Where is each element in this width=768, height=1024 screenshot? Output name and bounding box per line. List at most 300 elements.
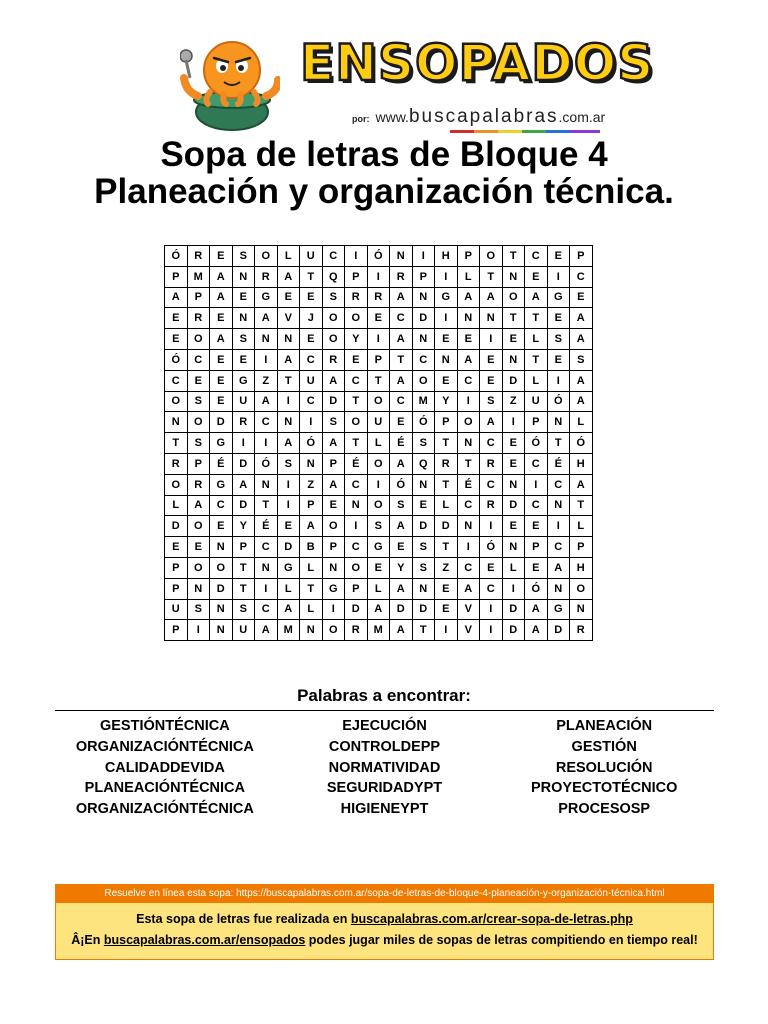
grid-cell: E: [412, 495, 435, 516]
grid-cell: É: [390, 433, 413, 454]
grid-cell: S: [390, 495, 413, 516]
grid-cell: T: [435, 537, 458, 558]
grid-cell: L: [570, 412, 593, 433]
grid-cell: N: [345, 495, 368, 516]
grid-cell: N: [390, 246, 413, 267]
grid-cell: E: [435, 370, 458, 391]
grid-row: [165, 370, 593, 391]
grid-cell: T: [502, 308, 525, 329]
grid-cell: G: [277, 557, 300, 578]
grid-cell: P: [165, 266, 188, 287]
grid-cell: R: [570, 620, 593, 641]
grid-row: [165, 433, 593, 454]
grid-cell: O: [412, 370, 435, 391]
grid-cell: P: [300, 495, 323, 516]
grid-cell: D: [412, 599, 435, 620]
grid-cell: O: [187, 557, 210, 578]
grid-cell: E: [322, 495, 345, 516]
site-suffix: .com.ar: [558, 109, 606, 125]
word-item: CONTROLDEPP: [328, 738, 441, 755]
word-item: GESTIÓNTÉCNICA: [99, 718, 230, 734]
grid-cell: N: [210, 537, 233, 558]
ensopados-link[interactable]: buscapalabras.com.ar/ensopados: [103, 933, 306, 947]
grid-cell: C: [480, 578, 503, 599]
grid-cell: D: [502, 370, 525, 391]
grid-cell: T: [165, 433, 188, 454]
word-column: [275, 716, 495, 820]
grid-cell: Ó: [255, 453, 278, 474]
grid-cell: U: [300, 370, 323, 391]
grid-cell: E: [187, 370, 210, 391]
grid-cell: N: [457, 433, 480, 454]
grid-cell: O: [322, 620, 345, 641]
grid-cell: É: [457, 474, 480, 495]
grid-cell: I: [255, 578, 278, 599]
grid-cell: M: [367, 620, 390, 641]
grid-cell: I: [367, 474, 390, 495]
grid-cell: I: [547, 266, 570, 287]
grid-cell: N: [255, 557, 278, 578]
grid-cell: A: [277, 349, 300, 370]
grid-cell: G: [232, 370, 255, 391]
grid-cell: S: [547, 329, 570, 350]
grid-cell: E: [210, 370, 233, 391]
grid-row: [165, 453, 593, 474]
grid-cell: A: [390, 287, 413, 308]
grid-cell: D: [210, 578, 233, 599]
grid-cell: A: [277, 433, 300, 454]
grid-cell: A: [570, 370, 593, 391]
brand-wordmark: ENSOPADOS: [300, 34, 655, 92]
grid-cell: P: [525, 537, 548, 558]
grid-cell: O: [322, 308, 345, 329]
grid-cell: I: [367, 329, 390, 350]
grid-row: [165, 578, 593, 599]
grid-cell: V: [457, 620, 480, 641]
grid-row: [165, 620, 593, 641]
grid-cell: R: [435, 453, 458, 474]
grid-cell: T: [255, 495, 278, 516]
grid-cell: C: [480, 474, 503, 495]
grid-cell: A: [570, 329, 593, 350]
grid-cell: Y: [232, 516, 255, 537]
grid-cell: I: [457, 537, 480, 558]
grid-cell: N: [277, 329, 300, 350]
grid-cell: L: [435, 495, 458, 516]
grid-cell: A: [255, 308, 278, 329]
grid-cell: A: [390, 329, 413, 350]
grid-cell: O: [367, 391, 390, 412]
grid-cell: G: [322, 578, 345, 599]
grid-cell: O: [367, 453, 390, 474]
brand-logo: [300, 30, 655, 130]
grid-cell: O: [322, 516, 345, 537]
grid-cell: R: [187, 474, 210, 495]
grid-cell: E: [502, 433, 525, 454]
grid-cell: T: [390, 349, 413, 370]
grid-cell: E: [232, 349, 255, 370]
grid-cell: S: [187, 433, 210, 454]
grid-cell: I: [277, 391, 300, 412]
grid-cell: G: [435, 287, 458, 308]
play-line: [56, 930, 713, 951]
grid-row: [165, 287, 593, 308]
grid-cell: N: [412, 329, 435, 350]
grid-cell: T: [547, 433, 570, 454]
grid-cell: S: [277, 453, 300, 474]
grid-cell: N: [322, 557, 345, 578]
grid-cell: P: [570, 246, 593, 267]
grid-cell: N: [255, 474, 278, 495]
grid-cell: A: [390, 370, 413, 391]
grid-cell: A: [390, 516, 413, 537]
grid-cell: T: [480, 266, 503, 287]
grid-cell: R: [255, 266, 278, 287]
grid-cell: N: [435, 349, 458, 370]
grid-cell: L: [165, 495, 188, 516]
grid-cell: A: [525, 287, 548, 308]
grid-cell: A: [457, 578, 480, 599]
grid-cell: U: [525, 391, 548, 412]
footer-box: [55, 884, 714, 960]
online-solve-link[interactable]: Resuelve en línea esta sopa: https://buscapalabras.com.ar/sopa-de-letras-de-bloque-4-planeación-y-organización-técnica.html: [56, 885, 713, 903]
octopus-mascot-icon: [180, 30, 280, 134]
word-item: PROYECTOTÉCNICO: [531, 780, 678, 797]
grid-cell: R: [322, 349, 345, 370]
grid-cell: D: [277, 537, 300, 558]
grid-cell: V: [457, 599, 480, 620]
grid-cell: O: [570, 578, 593, 599]
grid-row: [165, 537, 593, 558]
create-puzzle-link[interactable]: buscapalabras.com.ar/crear-sopa-de-letras.php: [350, 912, 633, 926]
grid-cell: C: [570, 266, 593, 287]
grid-cell: M: [187, 266, 210, 287]
grid-cell: P: [570, 537, 593, 558]
grid-cell: P: [232, 537, 255, 558]
grid-cell: P: [165, 578, 188, 599]
grid-cell: P: [367, 349, 390, 370]
grid-cell: E: [390, 537, 413, 558]
grid-row: [165, 329, 593, 350]
grid-cell: O: [322, 329, 345, 350]
grid-cell: G: [255, 287, 278, 308]
grid-cell: D: [412, 516, 435, 537]
grid-cell: N: [502, 474, 525, 495]
grid-cell: N: [300, 453, 323, 474]
grid-cell: Q: [322, 266, 345, 287]
grid-cell: A: [480, 287, 503, 308]
grid-cell: I: [480, 516, 503, 537]
grid-cell: A: [210, 329, 233, 350]
grid-cell: E: [367, 308, 390, 329]
grid-cell: T: [525, 308, 548, 329]
grid-cell: E: [480, 370, 503, 391]
grid-cell: Ó: [480, 537, 503, 558]
grid-cell: I: [277, 474, 300, 495]
grid-cell: S: [412, 557, 435, 578]
grid-cell: O: [502, 287, 525, 308]
grid-cell: E: [277, 287, 300, 308]
grid-cell: E: [525, 557, 548, 578]
grid-cell: L: [367, 578, 390, 599]
grid-cell: I: [277, 495, 300, 516]
grid-cell: U: [165, 599, 188, 620]
grid-cell: E: [165, 308, 188, 329]
grid-cell: A: [457, 287, 480, 308]
grid-cell: S: [412, 537, 435, 558]
grid-cell: Y: [390, 557, 413, 578]
grid-cell: L: [457, 266, 480, 287]
grid-cell: R: [345, 620, 368, 641]
made-with-line: [56, 909, 713, 930]
grid-cell: N: [457, 308, 480, 329]
grid-cell: E: [277, 516, 300, 537]
grid-cell: S: [322, 287, 345, 308]
grid-cell: O: [480, 246, 503, 267]
grid-cell: Z: [502, 391, 525, 412]
word-item: SEGURIDADYPT: [326, 780, 443, 797]
grid-cell: A: [300, 516, 323, 537]
grid-cell: P: [525, 412, 548, 433]
grid-row: [165, 412, 593, 433]
grid-cell: T: [300, 266, 323, 287]
grid-cell: C: [300, 391, 323, 412]
grid-cell: N: [570, 599, 593, 620]
grid-cell: D: [390, 599, 413, 620]
header: [0, 20, 768, 130]
grid-cell: D: [412, 308, 435, 329]
grid-cell: C: [345, 474, 368, 495]
grid-cell: I: [255, 349, 278, 370]
word-item: GESTIÓN: [571, 738, 637, 755]
grid-cell: E: [547, 308, 570, 329]
grid-cell: E: [457, 329, 480, 350]
grid-cell: A: [390, 578, 413, 599]
grid-cell: N: [210, 599, 233, 620]
grid-cell: R: [345, 287, 368, 308]
grid-cell: R: [480, 453, 503, 474]
grid-cell: G: [210, 433, 233, 454]
grid-cell: L: [570, 516, 593, 537]
grid-cell: A: [322, 433, 345, 454]
grid-cell: C: [255, 537, 278, 558]
divider: [55, 710, 714, 711]
grid-cell: H: [570, 557, 593, 578]
grid-cell: P: [165, 557, 188, 578]
grid-cell: U: [300, 246, 323, 267]
grid-cell: C: [547, 537, 570, 558]
grid-cell: I: [457, 391, 480, 412]
grid-cell: N: [547, 578, 570, 599]
grid-cell: E: [210, 391, 233, 412]
grid-cell: S: [367, 516, 390, 537]
grid-cell: Ó: [525, 578, 548, 599]
grid-cell: C: [165, 370, 188, 391]
grid-cell: E: [300, 287, 323, 308]
grid-cell: R: [480, 495, 503, 516]
grid-cell: C: [187, 349, 210, 370]
title-line-2: Planeación y organización técnica.: [94, 172, 674, 211]
grid-cell: I: [187, 620, 210, 641]
grid-cell: R: [390, 266, 413, 287]
grid-cell: P: [322, 537, 345, 558]
grid-cell: D: [345, 599, 368, 620]
grid-cell: T: [232, 557, 255, 578]
grid-cell: N: [210, 620, 233, 641]
grid-cell: Ó: [367, 246, 390, 267]
grid-cell: N: [547, 495, 570, 516]
grid-cell: O: [457, 412, 480, 433]
grid-cell: A: [255, 620, 278, 641]
grid-cell: T: [412, 620, 435, 641]
grid-cell: N: [480, 308, 503, 329]
grid-cell: Ó: [390, 474, 413, 495]
grid-cell: S: [187, 599, 210, 620]
word-column: [494, 716, 714, 820]
word-item: PLANEACIÓN: [556, 718, 653, 734]
grid-cell: I: [435, 308, 458, 329]
grid-cell: E: [210, 308, 233, 329]
grid-cell: N: [232, 308, 255, 329]
grid-cell: Ó: [165, 349, 188, 370]
grid-row: [165, 391, 593, 412]
grid-cell: N: [165, 412, 188, 433]
grid-cell: N: [412, 474, 435, 495]
word-list: [55, 716, 714, 820]
grid-cell: R: [187, 246, 210, 267]
grid-cell: C: [547, 474, 570, 495]
by-label: por:: [352, 114, 370, 124]
grid-cell: S: [232, 246, 255, 267]
grid-cell: L: [367, 433, 390, 454]
grid-cell: C: [412, 349, 435, 370]
grid-cell: G: [547, 599, 570, 620]
grid-cell: C: [210, 495, 233, 516]
grid-cell: Y: [345, 329, 368, 350]
grid-cell: D: [502, 620, 525, 641]
grid-cell: A: [322, 474, 345, 495]
grid-cell: D: [322, 391, 345, 412]
grid-cell: O: [255, 246, 278, 267]
grid-cell: A: [390, 453, 413, 474]
grid-cell: D: [210, 412, 233, 433]
grid-row: [165, 308, 593, 329]
grid-cell: L: [300, 557, 323, 578]
grid-cell: I: [547, 516, 570, 537]
grid-cell: E: [345, 349, 368, 370]
grid-cell: R: [232, 412, 255, 433]
grid-cell: A: [570, 474, 593, 495]
grid-cell: E: [570, 287, 593, 308]
grid-cell: S: [232, 329, 255, 350]
grid-cell: Ó: [525, 433, 548, 454]
grid-cell: I: [480, 599, 503, 620]
grid-cell: O: [345, 412, 368, 433]
grid-cell: I: [345, 516, 368, 537]
grid-cell: O: [165, 474, 188, 495]
words-heading: Palabras a encontrar:: [297, 686, 471, 705]
word-item: ORGANIZACIÓNTÉCNICA: [75, 801, 254, 818]
grid-cell: P: [187, 453, 210, 474]
grid-cell: A: [480, 412, 503, 433]
grid-row: [165, 349, 593, 370]
grid-cell: S: [412, 433, 435, 454]
grid-cell: Q: [412, 453, 435, 474]
grid-cell: U: [232, 620, 255, 641]
grid-row: [165, 266, 593, 287]
grid-cell: P: [165, 620, 188, 641]
grid-cell: O: [187, 329, 210, 350]
grid-row: [165, 516, 593, 537]
grid-cell: D: [232, 495, 255, 516]
grid-cell: O: [345, 308, 368, 329]
grid-cell: N: [232, 266, 255, 287]
word-item: ORGANIZACIÓNTÉCNICA: [75, 738, 254, 755]
grid-cell: A: [525, 620, 548, 641]
grid-cell: S: [480, 391, 503, 412]
grid-cell: A: [210, 266, 233, 287]
grid-cell: H: [435, 246, 458, 267]
grid-cell: E: [367, 557, 390, 578]
grid-cell: P: [457, 246, 480, 267]
grid-cell: N: [255, 329, 278, 350]
grid-cell: Ó: [570, 433, 593, 454]
word-item: CALIDADDEVIDA: [104, 759, 225, 776]
grid-cell: I: [547, 370, 570, 391]
grid-cell: T: [345, 433, 368, 454]
grid-cell: E: [502, 329, 525, 350]
grid-cell: E: [300, 329, 323, 350]
grid-cell: I: [435, 620, 458, 641]
word-item: NORMATIVIDAD: [328, 759, 441, 776]
grid-cell: I: [300, 412, 323, 433]
grid-cell: A: [277, 599, 300, 620]
grid-cell: E: [390, 412, 413, 433]
grid-cell: J: [300, 308, 323, 329]
grid-cell: I: [525, 474, 548, 495]
grid-cell: C: [322, 246, 345, 267]
grid-cell: L: [502, 557, 525, 578]
grid-cell: I: [502, 412, 525, 433]
grid-cell: A: [165, 287, 188, 308]
grid-cell: O: [165, 391, 188, 412]
grid-cell: T: [232, 578, 255, 599]
grid-cell: I: [322, 599, 345, 620]
grid-cell: L: [277, 578, 300, 599]
grid-cell: N: [457, 516, 480, 537]
grid-cell: E: [210, 516, 233, 537]
grid-cell: Ó: [165, 246, 188, 267]
grid-row: [165, 474, 593, 495]
grid-cell: A: [525, 599, 548, 620]
grid-cell: P: [435, 412, 458, 433]
grid-cell: A: [255, 391, 278, 412]
grid-cell: O: [187, 516, 210, 537]
grid-cell: É: [547, 453, 570, 474]
grid-cell: I: [412, 246, 435, 267]
grid-cell: E: [435, 599, 458, 620]
grid-cell: E: [547, 246, 570, 267]
grid-cell: Ó: [412, 412, 435, 433]
grid-cell: S: [232, 599, 255, 620]
site-name: buscapalabras: [408, 106, 559, 127]
grid-cell: N: [300, 620, 323, 641]
grid-cell: I: [502, 578, 525, 599]
grid-cell: Ó: [300, 433, 323, 454]
grid-cell: I: [232, 433, 255, 454]
grid-cell: I: [345, 246, 368, 267]
grid-cell: P: [187, 287, 210, 308]
